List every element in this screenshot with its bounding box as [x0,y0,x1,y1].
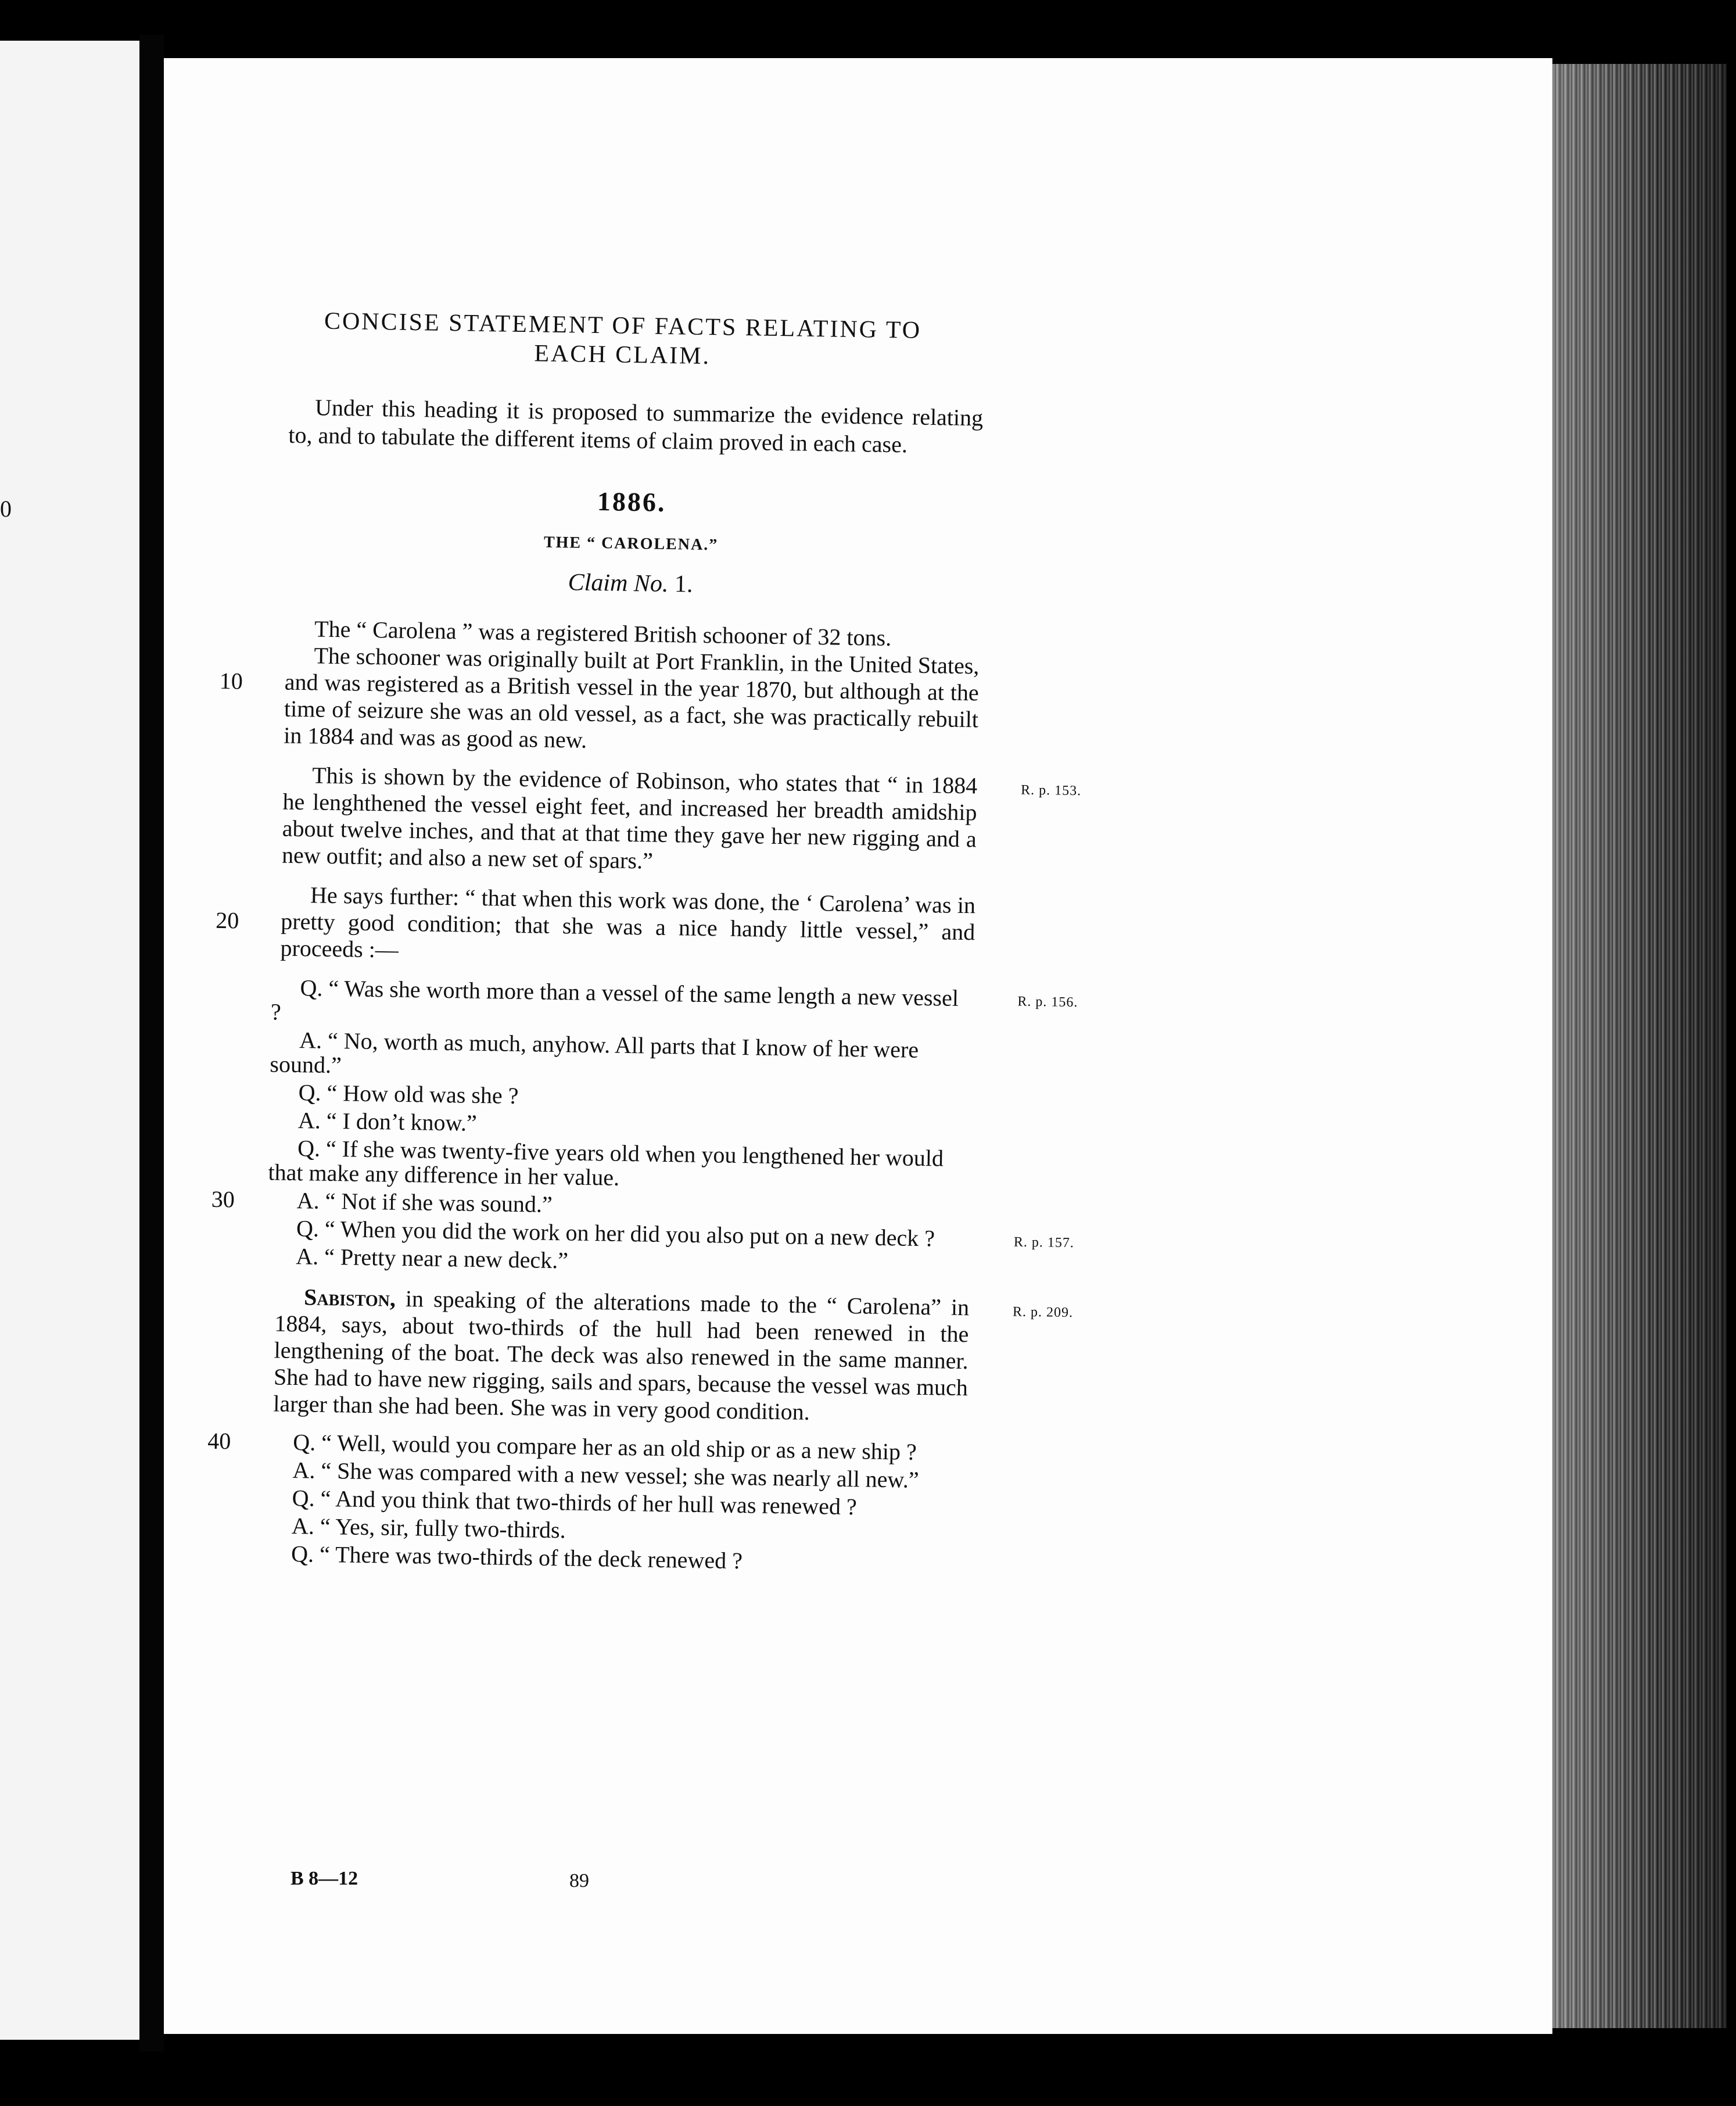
qa-item [270,975,1078,1035]
qa-text: Q. “ Was she worth more than a vessel of the same length a new vessel ? [270,975,959,1025]
side-ref-157: R. p. 157. [1013,1234,1075,1251]
witness-name: Sabiston, [303,1284,396,1312]
line-number-30: 30 [211,1185,235,1213]
paragraph-4-block [216,882,976,973]
printer-signature: B 8—12 [290,1868,358,1889]
qa-text: A. “ Yes, sir, fully two-thirds. [291,1513,566,1543]
qa-text: Q. “ Well, would you compare her as an old ship or as a new ship ? [292,1429,917,1465]
heading-line-2: EACH CLAIM. [534,340,711,370]
page-footer [290,1868,639,1897]
paragraph-5: in speaking of the alterations made to the “ Carolena” in 1884, says, about two-thirds of the hull had been renewed in the lengthening of the boat. The deck was also renewed in the same manner. She had to have new rigging, sails and spars, because the vessel was much larger than she had been. She was in very good condition. [272,1285,970,1425]
qa-text: A. “ Not if she was sound.” [296,1187,553,1217]
paragraph-1: The “ Carolena ” was a registered British schooner of 32 tons. [314,615,892,651]
qa-item [268,1136,971,1195]
page-number: 89 [569,1870,589,1892]
claim-number: 1. [674,571,693,598]
paragraph-2: The schooner was originally built at Port Franklin, in the United States, and was registered as a British vessel in the year 1870, but although at the time of seizure she was an old vessel, as a fact, she was practically rebuilt in 1884 and was as good as new. [284,642,980,753]
claim-heading [280,564,981,603]
ship-title: THE “ CAROLENA.” [543,533,719,554]
paragraph-4: He says further: “ that when this work was done, the ‘ Carolena’ was in pretty good condition; that she was a nice handy little vessel,” and proceeds :— [280,882,976,963]
line-number-40: 40 [207,1427,231,1455]
line-number-20: 20 [216,907,239,934]
intro-paragraph: Under this heading it is proposed to summarize the evidence relating to, and to tabulate the different items of claim proved in each case. [288,394,984,458]
paragraph-3-block [281,762,1082,880]
qa-text: Q. “ There was two-thirds of the deck renewed ? [290,1541,743,1574]
claim-word: Claim [568,569,628,597]
qa-item [270,1027,973,1087]
section-heading [260,306,984,375]
side-ref-153: R. p. 153. [1020,782,1082,799]
claim-no: No. [633,570,669,598]
paragraph-3: This is shown by the evidence of Robinson, who states that “ in 1884 he lenghthened the vessel eight feet, and increased her breadth amidship about twelve inches, and that at that time they gave her new rigging and a new outfit; and also a new set of spars.” [281,762,978,874]
book-page-edges-shading [1552,64,1727,2028]
qa-text: Q. “ If she was twenty-five years old when you lengthened her would that make any difference in her value. [268,1135,944,1191]
side-ref-156: R. p. 156. [1017,994,1078,1011]
book-gutter [139,35,164,2051]
left-page-edge [0,41,139,2040]
line-number-10: 10 [219,667,243,694]
year-heading: 1886. [597,486,666,517]
qa-text: A. “ She was compared with a new vessel; she was nearly all new.” [292,1457,919,1493]
qa-text: Q. “ How old was she ? [298,1079,519,1109]
heading-line-1: CONCISE STATEMENT OF FACTS RELATING TO [324,307,922,344]
qa-text: Q. “ When you did the work on her did you also put on a new deck ? [296,1215,935,1252]
paragraph-2-block [219,642,980,760]
qa-text: A. “ No, worth as much, anyhow. All parts that I know of her were sound.” [270,1027,919,1079]
left-page-margin-digit: 0 [0,496,12,522]
qa-text: Q. “ And you think that two-thirds of her hull was renewed ? [292,1485,858,1520]
qa-text: A. “ Pretty near a new deck.” [295,1243,569,1274]
text-column [207,305,1082,1577]
paragraph-5-block [272,1284,1074,1428]
qa-text: A. “ I don’t know.” [297,1107,478,1136]
side-ref-209: R. p. 209. [1012,1304,1074,1321]
